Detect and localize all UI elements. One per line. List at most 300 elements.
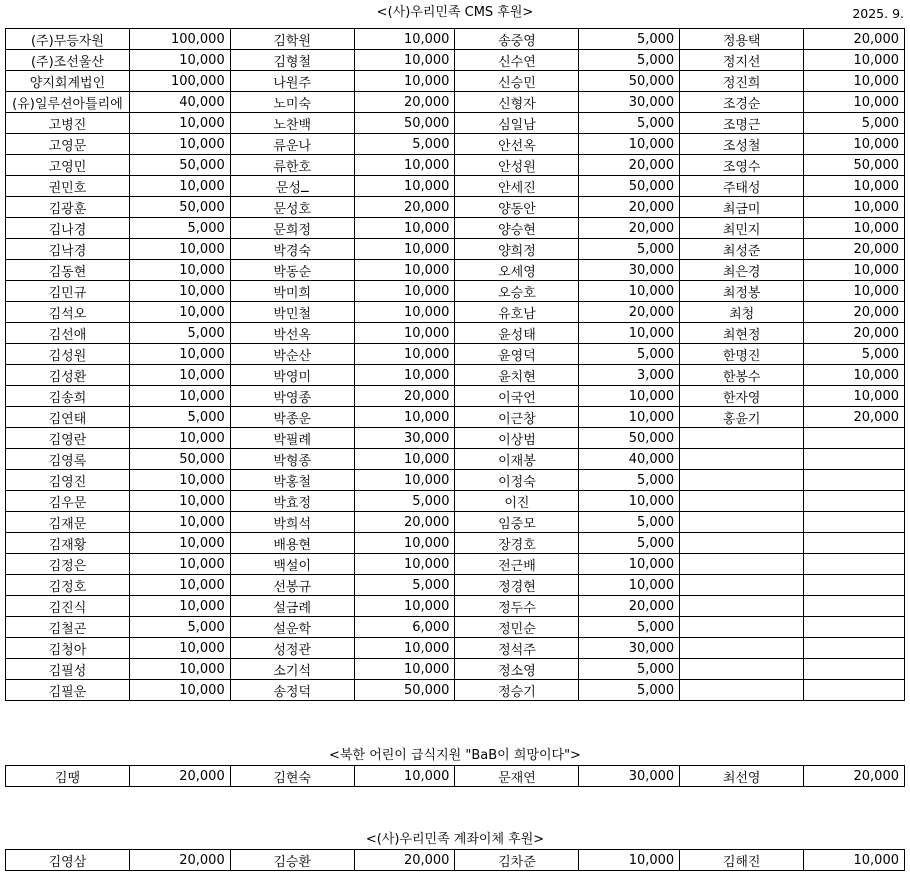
donor-name-cell: 김학원: [230, 29, 354, 50]
donation-amount-cell: 20,000: [354, 92, 455, 113]
donation-amount-cell: 10,000: [354, 554, 455, 575]
bab-donation-table-body: [6, 766, 905, 787]
empty-cell: [680, 554, 804, 575]
table-row: [6, 575, 905, 596]
donor-name-cell: 정승기: [455, 680, 579, 701]
donation-amount-cell: 10,000: [354, 323, 455, 344]
donor-name-cell: 정소영: [455, 659, 579, 680]
donation-amount-cell: 50,000: [354, 113, 455, 134]
donation-amount-cell: 10,000: [804, 281, 905, 302]
donation-amount-cell: 50,000: [579, 176, 680, 197]
donor-name-cell: 설운학: [230, 617, 354, 638]
empty-cell: [804, 596, 905, 617]
donor-name-cell: 문성호: [230, 197, 354, 218]
donor-name-cell: 임중모: [455, 512, 579, 533]
donor-name-cell: 윤치현: [455, 365, 579, 386]
table-row: [6, 113, 905, 134]
donor-name-cell: 정용택: [680, 29, 804, 50]
donor-name-cell: 오세영: [455, 260, 579, 281]
page-title: <(사)우리민족 CMS 후원>: [376, 5, 534, 20]
donation-amount-cell: 10,000: [354, 29, 455, 50]
donation-amount-cell: 3,000: [579, 365, 680, 386]
donation-amount-cell: 10,000: [129, 680, 230, 701]
donation-amount-cell: 10,000: [129, 365, 230, 386]
donation-amount-cell: 5,000: [354, 134, 455, 155]
donation-amount-cell: 10,000: [354, 302, 455, 323]
donation-amount-cell: 10,000: [129, 239, 230, 260]
donation-amount-cell: 5,000: [129, 617, 230, 638]
donation-amount-cell: 100,000: [129, 71, 230, 92]
donation-amount-cell: 50,000: [579, 71, 680, 92]
donor-name-cell: 이재봉: [455, 449, 579, 470]
transfer-donation-table-body: [6, 850, 905, 871]
donation-amount-cell: 20,000: [579, 155, 680, 176]
donor-name-cell: 최선영: [680, 766, 804, 787]
donor-name-cell: 김영록: [6, 449, 130, 470]
donation-amount-cell: 10,000: [354, 470, 455, 491]
donation-amount-cell: 10,000: [354, 533, 455, 554]
donor-name-cell: 한자영: [680, 386, 804, 407]
table-row: [6, 766, 905, 787]
table-row: [6, 134, 905, 155]
donor-name-cell: 양지회계법인: [6, 71, 130, 92]
donor-name-cell: 최금미: [680, 197, 804, 218]
table-row: [6, 659, 905, 680]
table-row: [6, 449, 905, 470]
donation-amount-cell: 10,000: [129, 302, 230, 323]
donor-name-cell: 윤영덕: [455, 344, 579, 365]
table-row: [6, 554, 905, 575]
empty-cell: [804, 659, 905, 680]
date-stamp: 2025. 9.: [852, 6, 904, 21]
donation-amount-cell: 10,000: [354, 596, 455, 617]
donor-name-cell: 양희정: [455, 239, 579, 260]
donor-name-cell: 김해진: [680, 850, 804, 871]
donation-amount-cell: 10,000: [129, 134, 230, 155]
donation-amount-cell: 5,000: [579, 239, 680, 260]
donation-amount-cell: 10,000: [354, 155, 455, 176]
donation-amount-cell: 5,000: [129, 407, 230, 428]
donation-amount-cell: 20,000: [579, 197, 680, 218]
donor-name-cell: 문재연: [455, 766, 579, 787]
donor-name-cell: 정두수: [455, 596, 579, 617]
donor-name-cell: 선봉규: [230, 575, 354, 596]
donor-name-cell: 김동현: [6, 260, 130, 281]
table-row: [6, 197, 905, 218]
donation-amount-cell: 20,000: [579, 302, 680, 323]
donor-name-cell: 배용현: [230, 533, 354, 554]
donation-amount-cell: 10,000: [579, 554, 680, 575]
donor-name-cell: 정민순: [455, 617, 579, 638]
empty-cell: [680, 680, 804, 701]
donation-amount-cell: 5,000: [354, 491, 455, 512]
donor-name-cell: 류한호: [230, 155, 354, 176]
donor-name-cell: 안세진: [455, 176, 579, 197]
donor-name-cell: 양동안: [455, 197, 579, 218]
donor-name-cell: 설금례: [230, 596, 354, 617]
donor-name-cell: 김영란: [6, 428, 130, 449]
donation-amount-cell: 10,000: [579, 134, 680, 155]
donation-amount-cell: 30,000: [354, 428, 455, 449]
donor-name-cell: 류운나: [230, 134, 354, 155]
donation-amount-cell: 5,000: [579, 344, 680, 365]
donation-amount-cell: 20,000: [129, 850, 230, 871]
donation-amount-cell: 10,000: [354, 239, 455, 260]
empty-cell: [680, 428, 804, 449]
donation-amount-cell: 10,000: [129, 50, 230, 71]
donor-name-cell: 김철곤: [6, 617, 130, 638]
donor-name-cell: 최현정: [680, 323, 804, 344]
donation-amount-cell: 50,000: [129, 449, 230, 470]
donor-name-cell: 박영미: [230, 365, 354, 386]
donor-name-cell: 김현숙: [230, 766, 354, 787]
donor-name-cell: 신형자: [455, 92, 579, 113]
table-row: [6, 680, 905, 701]
donation-amount-cell: 30,000: [579, 92, 680, 113]
donation-amount-cell: 20,000: [804, 239, 905, 260]
donation-amount-cell: 10,000: [354, 659, 455, 680]
donor-name-cell: 고영민: [6, 155, 130, 176]
table-row: [6, 29, 905, 50]
section-title-transfer: <(사)우리민족 계좌이체 후원>: [365, 832, 545, 847]
table-row: [6, 71, 905, 92]
empty-cell: [804, 428, 905, 449]
donor-name-cell: 오승호: [455, 281, 579, 302]
table-row: [6, 155, 905, 176]
table-row: [6, 218, 905, 239]
donor-name-cell: 문희정: [230, 218, 354, 239]
donation-amount-cell: 10,000: [354, 218, 455, 239]
table-row: [6, 638, 905, 659]
empty-cell: [680, 470, 804, 491]
donor-name-cell: 문성ــ: [230, 176, 354, 197]
donation-amount-cell: 10,000: [804, 176, 905, 197]
donation-amount-cell: 20,000: [804, 766, 905, 787]
donor-name-cell: 조영수: [680, 155, 804, 176]
donor-name-cell: 한명진: [680, 344, 804, 365]
donation-amount-cell: 20,000: [804, 407, 905, 428]
empty-cell: [680, 617, 804, 638]
donation-amount-cell: 10,000: [129, 113, 230, 134]
donor-name-cell: 이진: [455, 491, 579, 512]
donor-name-cell: 김형철: [230, 50, 354, 71]
donor-name-cell: 박필례: [230, 428, 354, 449]
donation-amount-cell: 10,000: [354, 71, 455, 92]
donor-name-cell: 홍윤기: [680, 407, 804, 428]
donation-amount-cell: 50,000: [354, 680, 455, 701]
table-row: [6, 344, 905, 365]
donor-name-cell: 김필성: [6, 659, 130, 680]
donation-amount-cell: 10,000: [579, 850, 680, 871]
donation-amount-cell: 10,000: [579, 491, 680, 512]
donation-amount-cell: 10,000: [804, 365, 905, 386]
transfer-donation-table: [5, 849, 905, 871]
donation-amount-cell: 10,000: [129, 386, 230, 407]
donation-amount-cell: 5,000: [579, 470, 680, 491]
donation-amount-cell: 10,000: [354, 365, 455, 386]
donor-name-cell: 김민규: [6, 281, 130, 302]
donor-name-cell: 최은경: [680, 260, 804, 281]
donation-amount-cell: 5,000: [579, 50, 680, 71]
table-row: [6, 365, 905, 386]
donor-name-cell: 유호남: [455, 302, 579, 323]
donation-amount-cell: 10,000: [354, 344, 455, 365]
donor-name-cell: 노찬백: [230, 113, 354, 134]
donation-amount-cell: 30,000: [579, 638, 680, 659]
empty-cell: [804, 575, 905, 596]
donation-amount-cell: 5,000: [579, 533, 680, 554]
donation-amount-cell: 20,000: [579, 596, 680, 617]
empty-cell: [804, 470, 905, 491]
donation-amount-cell: 10,000: [129, 659, 230, 680]
donor-name-cell: 김차준: [455, 850, 579, 871]
donor-name-cell: 고영문: [6, 134, 130, 155]
donor-name-cell: 조성철: [680, 134, 804, 155]
donor-name-cell: 박미희: [230, 281, 354, 302]
empty-cell: [804, 449, 905, 470]
donation-amount-cell: 10,000: [804, 134, 905, 155]
donation-amount-cell: 30,000: [579, 766, 680, 787]
donation-amount-cell: 20,000: [354, 386, 455, 407]
document-page: [0, 4, 910, 871]
empty-cell: [680, 638, 804, 659]
donation-amount-cell: 10,000: [354, 50, 455, 71]
donor-name-cell: 김연태: [6, 407, 130, 428]
donor-name-cell: 김필운: [6, 680, 130, 701]
empty-cell: [680, 533, 804, 554]
donor-name-cell: 박형종: [230, 449, 354, 470]
donor-name-cell: 주태성: [680, 176, 804, 197]
table-row: [6, 386, 905, 407]
donation-amount-cell: 10,000: [129, 554, 230, 575]
empty-cell: [804, 533, 905, 554]
donation-amount-cell: 5,000: [804, 344, 905, 365]
donor-name-cell: 김정은: [6, 554, 130, 575]
donor-name-cell: 박선옥: [230, 323, 354, 344]
donor-name-cell: 이상범: [455, 428, 579, 449]
donation-amount-cell: 10,000: [129, 470, 230, 491]
donor-name-cell: 최청: [680, 302, 804, 323]
donation-amount-cell: 5,000: [579, 617, 680, 638]
donor-name-cell: 정경현: [455, 575, 579, 596]
table-row: [6, 512, 905, 533]
table-row: [6, 533, 905, 554]
donation-amount-cell: 20,000: [804, 29, 905, 50]
section-title-bab: <북한 어린이 급식지원 "BaB이 희망이다">: [329, 748, 581, 763]
donor-name-cell: 최성준: [680, 239, 804, 260]
donation-amount-cell: 10,000: [129, 428, 230, 449]
donation-amount-cell: 10,000: [804, 218, 905, 239]
table-row: [6, 302, 905, 323]
donation-amount-cell: 10,000: [579, 281, 680, 302]
empty-cell: [804, 680, 905, 701]
donor-name-cell: 성정관: [230, 638, 354, 659]
empty-cell: [680, 449, 804, 470]
donor-name-cell: 김선애: [6, 323, 130, 344]
donor-name-cell: 김재문: [6, 512, 130, 533]
table-row: [6, 850, 905, 871]
donation-amount-cell: 50,000: [129, 197, 230, 218]
donor-name-cell: 고병진: [6, 113, 130, 134]
table-row: [6, 428, 905, 449]
donor-name-cell: 김석오: [6, 302, 130, 323]
donation-amount-cell: 5,000: [579, 512, 680, 533]
donor-name-cell: 정진희: [680, 71, 804, 92]
donation-amount-cell: 10,000: [579, 407, 680, 428]
donor-name-cell: 김나경: [6, 218, 130, 239]
donor-name-cell: 송중영: [455, 29, 579, 50]
empty-cell: [680, 596, 804, 617]
donor-name-cell: 이국언: [455, 386, 579, 407]
donor-name-cell: 조경순: [680, 92, 804, 113]
table-row: [6, 323, 905, 344]
donation-amount-cell: 20,000: [579, 218, 680, 239]
donation-amount-cell: 10,000: [354, 407, 455, 428]
donor-name-cell: 신승민: [455, 71, 579, 92]
donation-amount-cell: 20,000: [354, 850, 455, 871]
donor-name-cell: 이근창: [455, 407, 579, 428]
donation-amount-cell: 50,000: [129, 155, 230, 176]
donation-amount-cell: 10,000: [129, 638, 230, 659]
empty-cell: [804, 638, 905, 659]
donor-name-cell: 한봉수: [680, 365, 804, 386]
donation-amount-cell: 10,000: [129, 575, 230, 596]
donation-amount-cell: 10,000: [804, 92, 905, 113]
table-row: [6, 596, 905, 617]
donor-name-cell: 김영삼: [6, 850, 130, 871]
donor-name-cell: 박효정: [230, 491, 354, 512]
donation-amount-cell: 10,000: [804, 50, 905, 71]
table-row: [6, 260, 905, 281]
donor-name-cell: 안선옥: [455, 134, 579, 155]
donation-amount-cell: 20,000: [804, 323, 905, 344]
donation-amount-cell: 20,000: [354, 512, 455, 533]
donor-name-cell: 박경숙: [230, 239, 354, 260]
donation-amount-cell: 5,000: [129, 218, 230, 239]
donation-amount-cell: 10,000: [129, 596, 230, 617]
empty-cell: [680, 575, 804, 596]
donor-name-cell: 박영종: [230, 386, 354, 407]
cms-donation-table: [5, 28, 905, 701]
table-row: [6, 281, 905, 302]
empty-cell: [680, 491, 804, 512]
donation-amount-cell: 10,000: [354, 176, 455, 197]
donor-name-cell: 박민철: [230, 302, 354, 323]
donor-name-cell: 김성원: [6, 344, 130, 365]
donation-amount-cell: 10,000: [354, 281, 455, 302]
donation-amount-cell: 10,000: [129, 281, 230, 302]
donor-name-cell: 박홍철: [230, 470, 354, 491]
donor-name-cell: 안성원: [455, 155, 579, 176]
donation-amount-cell: 6,000: [354, 617, 455, 638]
donation-amount-cell: 40,000: [129, 92, 230, 113]
empty-cell: [680, 659, 804, 680]
table-row: [6, 50, 905, 71]
donor-name-cell: (주)무등자원: [6, 29, 130, 50]
table-row: [6, 239, 905, 260]
donor-name-cell: 정지선: [680, 50, 804, 71]
donation-amount-cell: 5,000: [804, 113, 905, 134]
donor-name-cell: 박종운: [230, 407, 354, 428]
table-row: [6, 470, 905, 491]
donor-name-cell: 김광훈: [6, 197, 130, 218]
section-spacer-2: [0, 787, 910, 831]
donation-amount-cell: 10,000: [579, 575, 680, 596]
donation-amount-cell: 10,000: [129, 491, 230, 512]
donation-amount-cell: 10,000: [129, 512, 230, 533]
donation-amount-cell: 10,000: [129, 176, 230, 197]
donor-name-cell: 노미숙: [230, 92, 354, 113]
donor-name-cell: 심일남: [455, 113, 579, 134]
donation-amount-cell: 10,000: [129, 533, 230, 554]
page-header: [0, 4, 910, 26]
donor-name-cell: 김진식: [6, 596, 130, 617]
donor-name-cell: (유)일루션아틀리에: [6, 92, 130, 113]
donation-amount-cell: 50,000: [579, 428, 680, 449]
donation-amount-cell: 10,000: [129, 344, 230, 365]
donor-name-cell: 윤성태: [455, 323, 579, 344]
donation-amount-cell: 10,000: [354, 638, 455, 659]
donation-amount-cell: 5,000: [579, 113, 680, 134]
donor-name-cell: 신수연: [455, 50, 579, 71]
donation-amount-cell: 10,000: [354, 449, 455, 470]
empty-cell: [804, 617, 905, 638]
donation-amount-cell: 10,000: [804, 71, 905, 92]
donation-amount-cell: 10,000: [354, 260, 455, 281]
table-row: [6, 617, 905, 638]
donor-name-cell: 김땡: [6, 766, 130, 787]
section-spacer-1: [0, 701, 910, 747]
donor-name-cell: 백설이: [230, 554, 354, 575]
donation-amount-cell: 40,000: [579, 449, 680, 470]
donor-name-cell: 김정호: [6, 575, 130, 596]
donor-name-cell: 권민호: [6, 176, 130, 197]
donor-name-cell: 전근배: [455, 554, 579, 575]
donor-name-cell: 김성환: [6, 365, 130, 386]
donation-amount-cell: 20,000: [354, 197, 455, 218]
donor-name-cell: 김영진: [6, 470, 130, 491]
donor-name-cell: 정석주: [455, 638, 579, 659]
donor-name-cell: 소기석: [230, 659, 354, 680]
donor-name-cell: 박순산: [230, 344, 354, 365]
donor-name-cell: 장경호: [455, 533, 579, 554]
donor-name-cell: 김우문: [6, 491, 130, 512]
donation-amount-cell: 10,000: [804, 850, 905, 871]
donation-amount-cell: 30,000: [579, 260, 680, 281]
donor-name-cell: 양승현: [455, 218, 579, 239]
donor-name-cell: (주)조선울산: [6, 50, 130, 71]
donation-amount-cell: 20,000: [804, 302, 905, 323]
empty-cell: [680, 512, 804, 533]
table-row: [6, 407, 905, 428]
donor-name-cell: 송정덕: [230, 680, 354, 701]
donation-amount-cell: 100,000: [129, 29, 230, 50]
donor-name-cell: 김승환: [230, 850, 354, 871]
donation-amount-cell: 5,000: [579, 29, 680, 50]
donor-name-cell: 박희석: [230, 512, 354, 533]
table-row: [6, 491, 905, 512]
table-row: [6, 92, 905, 113]
empty-cell: [804, 512, 905, 533]
donation-amount-cell: 5,000: [579, 659, 680, 680]
donation-amount-cell: 10,000: [579, 323, 680, 344]
donation-amount-cell: 5,000: [354, 575, 455, 596]
donor-name-cell: 최정봉: [680, 281, 804, 302]
empty-cell: [804, 554, 905, 575]
donor-name-cell: 최민지: [680, 218, 804, 239]
table-row: [6, 176, 905, 197]
donor-name-cell: 박동순: [230, 260, 354, 281]
